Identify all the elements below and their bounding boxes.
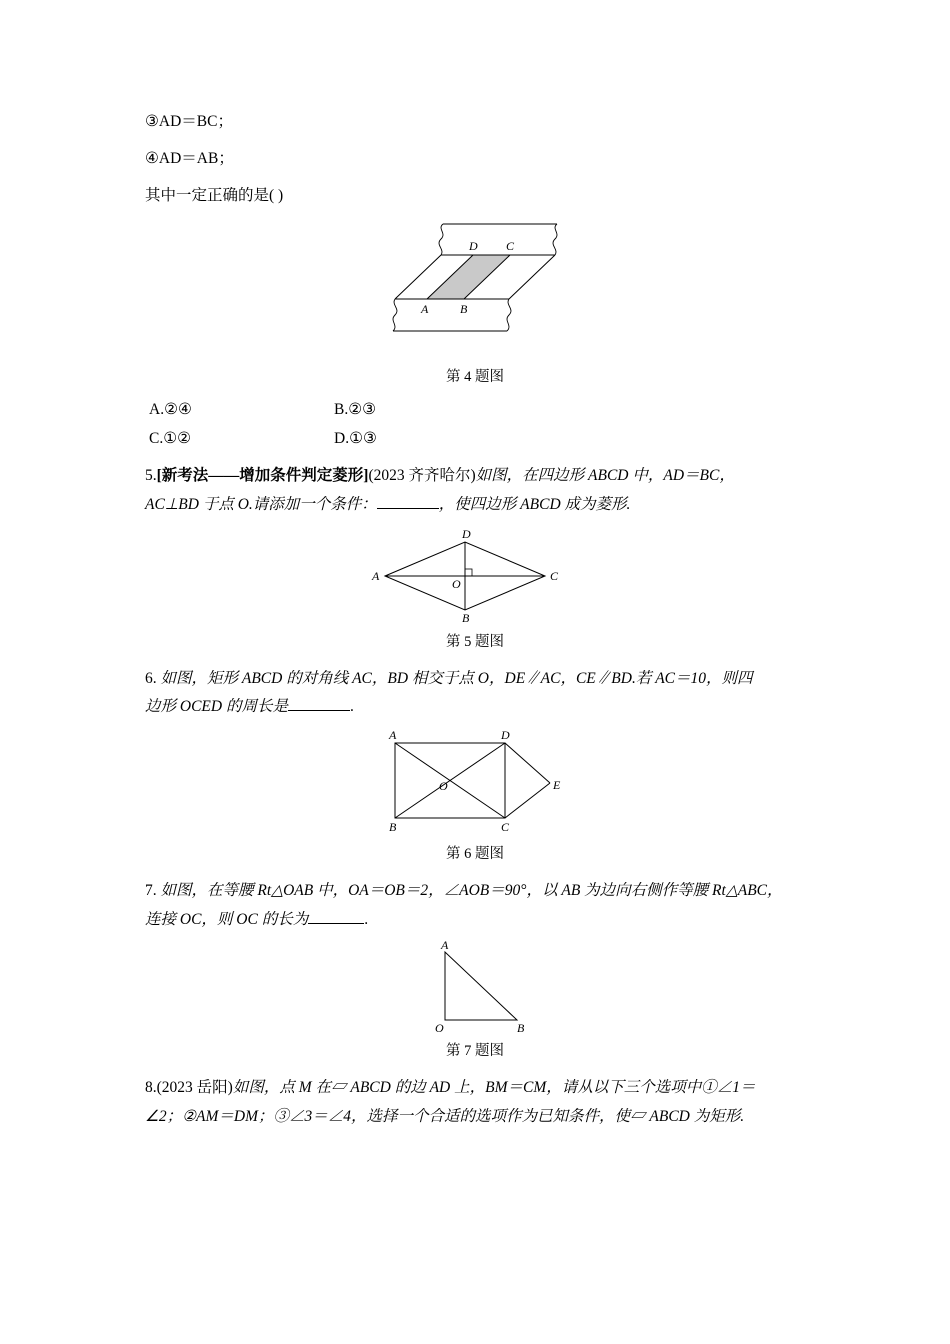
svg-text:D: D (469, 239, 478, 254)
figure-4-svg (365, 221, 585, 361)
q5-answer-blank[interactable] (377, 508, 439, 509)
item-4: ④AD＝AB； (145, 150, 234, 168)
q5-tag: [新考法——增加条件判定菱形] (156, 467, 369, 485)
svg-text:E: E (553, 778, 561, 793)
figure-6 (145, 728, 805, 863)
question-5 (145, 462, 805, 519)
choice-c[interactable]: C.①② (149, 430, 192, 448)
q8-source: (2023 岳阳) (156, 1079, 233, 1097)
choices-row-2 (145, 429, 805, 448)
q5-body-3: ，使四边形 ABCD 成为菱形. (438, 496, 631, 514)
q7-body-1: 如图，在等腰 Rt△OAB 中，OA＝OB＝2，∠AOB＝90°，以 AB 为边向右侧作等腰 Rt△ABC， (160, 882, 783, 900)
figure-5-caption: 第 5 题图 (446, 633, 504, 650)
q8-body-2: ∠2；②AM＝DM；③∠3＝∠4，选择一个合适的选项作为已知条件，使▱ ABCD 为矩形. (145, 1108, 745, 1126)
svg-text:D: D (501, 728, 510, 743)
q6-body-1: 如图，矩形 ABCD 的对角线 AC，BD 相交于点 O，DE∥AC，CE∥BD.若 AC＝10，则四 (160, 669, 753, 687)
q7-body-3: . (364, 910, 369, 928)
question-7 (145, 877, 805, 934)
svg-text:D: D (462, 526, 471, 541)
svg-text:A: A (421, 302, 429, 317)
q8-number: 8. (145, 1079, 157, 1097)
svg-text:C: C (550, 568, 559, 583)
item-3: ③AD＝BC； (145, 113, 233, 130)
choice-b[interactable]: B.②③ (334, 401, 377, 419)
svg-text:C: C (506, 239, 515, 254)
q6-number: 6. (145, 669, 157, 687)
q6-body-2: 边形 OCED 的周长是 (145, 698, 288, 716)
q6-answer-blank[interactable] (288, 710, 350, 711)
item-prompt: 其中一定正确的是( ) (145, 187, 284, 205)
svg-text:O: O (439, 779, 448, 794)
figure-7-caption: 第 7 题图 (446, 1043, 504, 1060)
svg-text:B: B (389, 820, 397, 835)
q5-source: (2023 齐齐哈尔) (368, 467, 476, 485)
svg-text:A: A (372, 568, 380, 583)
q6-body-3: . (349, 698, 354, 716)
figure-5 (145, 526, 805, 651)
choice-a[interactable]: A.②④ (149, 401, 192, 419)
figure-7-svg (405, 940, 545, 1035)
svg-text:C: C (501, 820, 510, 835)
q5-body-2: AC⊥BD 于点 O.请添加一个条件： (145, 496, 377, 514)
figure-4-caption: 第 4 题图 (446, 369, 504, 386)
svg-text:A: A (389, 728, 397, 743)
q7-number: 7. (145, 882, 157, 900)
figure-7 (145, 940, 805, 1060)
q8-body-1: 如图，点 M 在▱ ABCD 的边 AD 上，BM＝CM，请从以下三个选项中①∠1＝ (232, 1079, 756, 1097)
figure-4 (145, 221, 805, 386)
svg-text:B: B (462, 610, 470, 625)
q7-answer-blank[interactable] (308, 923, 364, 924)
q5-number: 5. (145, 467, 157, 485)
svg-text:B: B (460, 302, 468, 317)
question-6 (145, 665, 805, 722)
svg-text:O: O (435, 1021, 444, 1036)
figure-6-caption: 第 6 题图 (446, 846, 504, 863)
q7-body-2: 连接 OC，则 OC 的长为 (145, 910, 309, 928)
svg-text:O: O (452, 576, 461, 591)
choices-row-1 (145, 400, 805, 419)
choice-d[interactable]: D.①③ (334, 430, 377, 448)
svg-text:B: B (517, 1021, 525, 1036)
figure-6-svg (375, 728, 575, 838)
q5-body-1: 如图，在四边形 ABCD 中，AD＝BC， (475, 467, 735, 485)
svg-text:A: A (441, 940, 449, 953)
question-8 (145, 1074, 805, 1131)
figure-5-svg (370, 526, 580, 626)
